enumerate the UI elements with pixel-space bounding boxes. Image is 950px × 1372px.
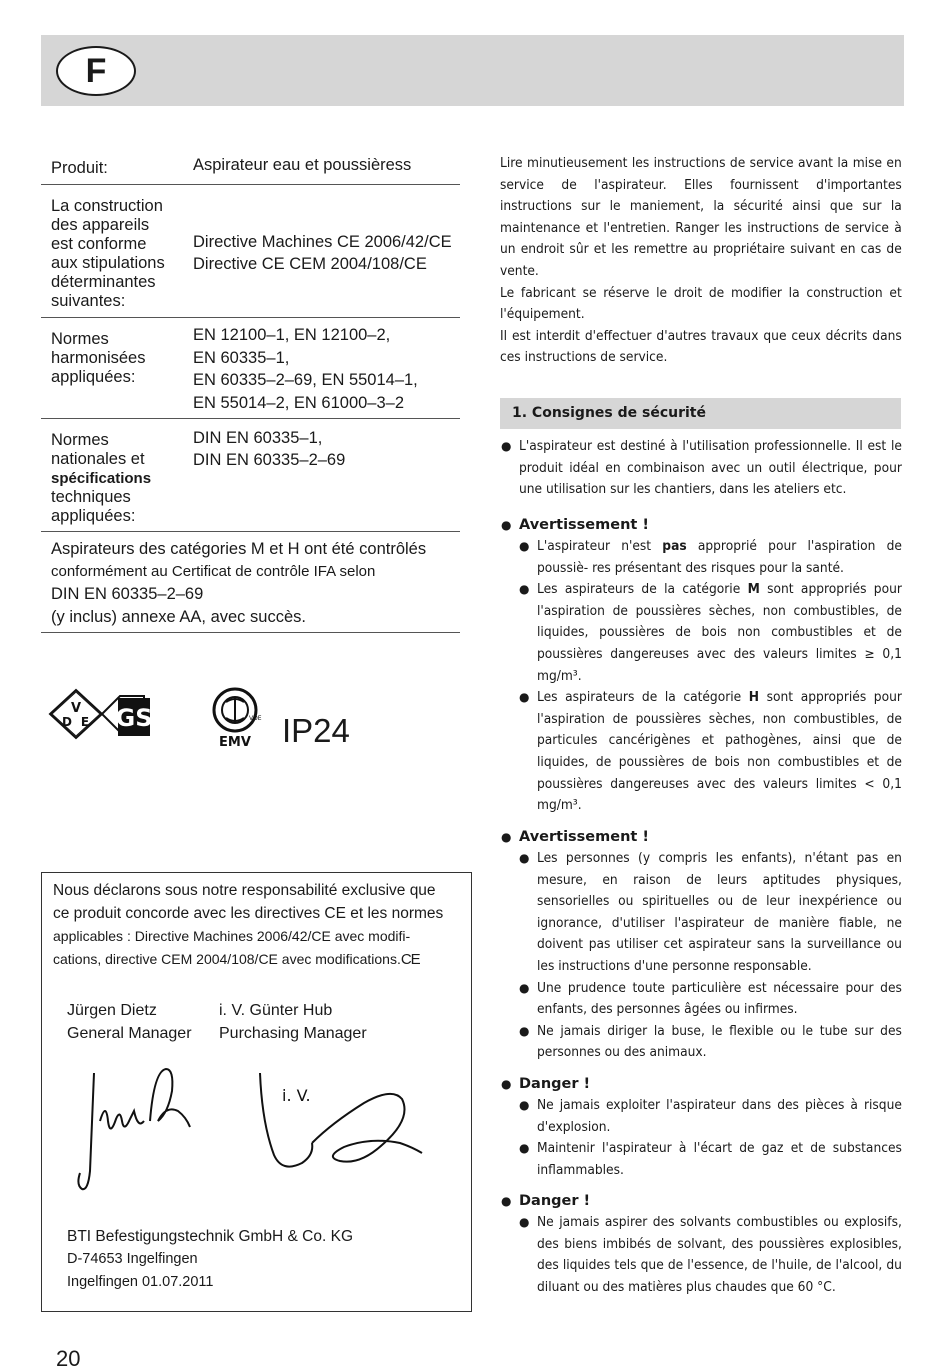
safety-intro-bullet: ● L'aspirateur est destiné à l'utilisation professionnelle. Il est le produit idéal en combinaison avec un outil électrique, pour une utilisation sur les chantiers, dans les ateliers etc. <box>500 436 902 501</box>
spec-row-national-standards <box>41 419 460 532</box>
divider <box>41 632 460 633</box>
company-address: BTI Befestigungstechnik GmbH & Co. KG D-74653 Ingelfingen Ingelfingen 01.07.2011 <box>67 1228 354 1290</box>
warning-heading: ● Avertissement ! <box>500 826 902 848</box>
danger-heading: ● Danger ! <box>500 1073 902 1095</box>
svg-text:D: D <box>62 715 72 729</box>
list-item: ● L'aspirateur n'est pas approprié pour l'aspiration de poussiè- res présentant des risques pour la santé. <box>500 536 902 579</box>
signatory-1: Jürgen Dietz General Manager <box>67 1002 192 1042</box>
section-heading: 1. Consignes de sécurité <box>500 398 901 429</box>
ce-mark: CE <box>400 951 420 968</box>
conformity-statement: Aspirateurs des catégories M et H ont été contrôlés conformément au Certificat de contrôle IFA selon DIN EN 60335–2–69 (y inclus) annexe AA, avec succès. <box>51 540 427 626</box>
spec-label: Normes harmonisées appliquées: <box>51 330 146 386</box>
list-item: ● Les aspirateurs de la catégorie H sont appropriés pour l'aspiration de poussières sèches, non combustibles, de particules cancérigènes et pathogènes, ainsi que de liquides, de poussières de bois non combustibles et de poussières dangereuses avec des valeurs limites < 0,1 mg/m³. <box>500 687 902 817</box>
svg-text:GS: GS <box>115 704 153 732</box>
list-item: ● Une prudence toute particulière est nécessaire pour des enfants, des personnes âgées ou infirmes. <box>500 978 902 1021</box>
declaration-text: Nous déclarons sous notre responsabilité exclusive que ce produit concorde avec les directives CE et les normes applicables : Directive Machines 2006/42/CE avec modifi- cations, directive CEM 2004/108/CE avec modifications.CE <box>53 882 444 968</box>
danger-block-2 <box>500 1190 902 1298</box>
signature-dietz-icon <box>62 1061 222 1201</box>
spec-label: Produit: <box>51 159 108 177</box>
spec-value: DIN EN 60335–1, DIN EN 60335–2–69 <box>193 429 346 469</box>
danger-block-1 <box>500 1073 902 1181</box>
spec-value: EN 12100–1, EN 12100–2, EN 60335–1, EN 60335–2–69, EN 55014–1, EN 55014–2, EN 61000–3–2 <box>193 326 418 412</box>
svg-text:V: V <box>70 701 82 716</box>
list-item: ● Ne jamais diriger la buse, le flexible ou le tube sur des personnes ou des animaux. <box>500 1021 902 1064</box>
spec-row-directives <box>41 185 460 318</box>
ip-rating: IP24 <box>282 712 350 749</box>
svg-text:E: E <box>80 715 90 729</box>
signature-hub-icon <box>252 1063 452 1183</box>
spec-label: Normes nationales et spécifications techniques appliquées: <box>51 431 152 525</box>
intro-text: Lire minutieusement les instructions de service avant la mise en service de l'aspirateur. Elles fournissent d'importantes instructions sur le maniement, la sécurité ainsi que sur la maintenance et l'entretien. Ranger les instructions de service à un endroit sûr et les remettre au propriétaire suivant en cas de vente. Le fabricant se réserve le droit de modifier la construction et l'équipement. Il est interdit d'effectuer d'autres travaux que ceux décrits dans ces instructions de service. <box>500 156 902 366</box>
spec-row-harmonised-standards <box>41 318 460 419</box>
warning-block-1 <box>500 514 902 817</box>
svg-text:EMV: EMV <box>219 735 251 750</box>
danger-heading: ● Danger ! <box>500 1190 902 1212</box>
warning-heading: ● Avertissement ! <box>500 514 902 536</box>
language-badge: F <box>56 46 136 96</box>
spec-value: Directive Machines CE 2006/42/CE Directive CE CEM 2004/108/CE <box>193 233 452 273</box>
page-number: 20 <box>56 1346 81 1371</box>
list-item: ● Maintenir l'aspirateur à l'écart de gaz et de substances inflammables. <box>500 1138 902 1181</box>
list-item: ● Les aspirateurs de la catégorie M sont appropriés pour l'aspiration de poussières sèches, non combustibles, de liquides, poussières de bois non combustibles et de poussières dangereuses avec des valeurs limites ≥ 0,1 mg/m³. <box>500 579 902 687</box>
gs-mark-icon <box>102 696 152 736</box>
spec-row-product <box>41 146 460 185</box>
spec-value: Aspirateur eau et poussièress <box>193 156 412 174</box>
spec-label: La construction des appareils est conforme aux stipulations déterminantes suivantes: <box>51 197 165 310</box>
vde-mark-icon <box>50 690 102 738</box>
vde-emv-mark-icon <box>214 689 262 750</box>
list-item: ● Ne jamais exploiter l'aspirateur dans des pièces à risque d'explosion. <box>500 1095 902 1138</box>
svg-text:VDE: VDE <box>249 715 262 722</box>
warning-block-2 <box>500 826 902 1064</box>
declaration-box <box>41 872 472 1312</box>
svg-text:i. V.: i. V. <box>282 1086 311 1105</box>
header-band <box>41 35 904 106</box>
list-item: ● Ne jamais aspirer des solvants combustibles ou explosifs, des biens imbibés de solvant, des poussières explosibles, des liquides tels que de l'essence, de l'huile, de l'alcool, du diluant ou des matières plus chaudes que 60 °C. <box>500 1212 902 1298</box>
signatory-2: i. V. Günter Hub Purchasing Manager <box>219 1002 367 1042</box>
list-item: ● Les personnes (y compris les enfants), n'étant pas en mesure, en raison de leurs aptitudes physiques, sensorielles ou spirituelles ou de leur inexpérience ou ignorance, d'utiliser l'aspirateur de manière fiable, ne doivent pas utiliser cet aspirateur sans la surveillance ou les instructions d'une personne responsable. <box>500 848 902 978</box>
declaration-spec-table <box>41 146 460 532</box>
